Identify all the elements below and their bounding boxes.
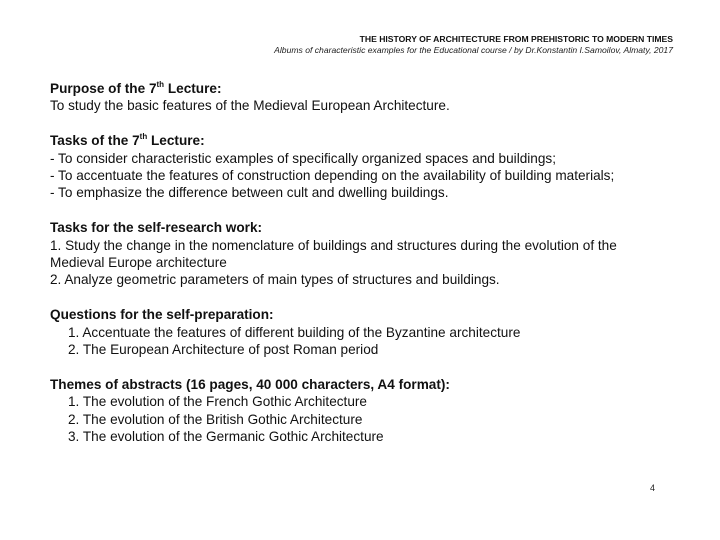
task-item: - To accentuate the features of construction depending on the availability of building materials; — [50, 168, 615, 184]
self-research-item: 2. Analyze geometric parameters of main types of structures and buildings. — [50, 272, 500, 288]
abstract-theme-item: 1. The evolution of the French Gothic Architecture — [68, 394, 367, 410]
abstracts-section — [50, 376, 690, 446]
purpose-text: To study the basic features of the Medieval European Architecture. — [50, 98, 450, 114]
document-title: THE HISTORY OF ARCHITECTURE FROM PREHISTORIC TO MODERN TIMES — [359, 34, 673, 44]
purpose-heading-sup: th — [156, 80, 165, 89]
abstracts-heading: Themes of abstracts (16 pages, 40 000 characters, A4 format): — [50, 376, 450, 392]
tasks-section — [50, 132, 690, 202]
self-research-section — [50, 219, 690, 289]
document-subtitle: Albums of characteristic examples for the Educational course / by Dr.Konstantin I.Samoilov, Almaty, 2017 — [274, 45, 673, 55]
self-preparation-heading: Questions for the self-preparation: — [50, 307, 274, 323]
tasks-heading-sup: th — [139, 132, 148, 142]
abstract-theme-item: 2. The evolution of the British Gothic Architecture — [68, 411, 363, 427]
purpose-heading-prefix: Purpose of the 7 — [50, 81, 157, 96]
purpose-heading-suffix: Lecture: — [164, 81, 222, 96]
self-preparation-section — [50, 306, 690, 358]
tasks-heading — [50, 132, 690, 149]
purpose-section — [50, 80, 690, 115]
task-item: - To consider characteristic examples of specifically organized spaces and buildings; — [50, 150, 556, 166]
tasks-heading-prefix: Tasks of the 7 — [50, 133, 140, 149]
lecture-content — [50, 80, 690, 463]
self-preparation-item: 2. The European Architecture of post Roman period — [68, 342, 379, 358]
tasks-heading-suffix: Lecture: — [147, 133, 205, 149]
document-header — [274, 34, 673, 56]
self-research-item: 1. Study the change in the nomenclature of buildings and structures during the evolution of the Medieval Europe architecture — [50, 237, 617, 271]
purpose-heading — [50, 80, 690, 97]
task-item: - To emphasize the difference between cult and dwelling buildings. — [50, 185, 449, 201]
self-research-heading: Tasks for the self-research work: — [50, 220, 263, 236]
abstract-theme-item: 3. The evolution of the Germanic Gothic Architecture — [68, 429, 384, 445]
self-preparation-item: 1. Accentuate the features of different building of the Byzantine architecture — [68, 324, 521, 340]
page-number: 4 — [650, 483, 656, 493]
